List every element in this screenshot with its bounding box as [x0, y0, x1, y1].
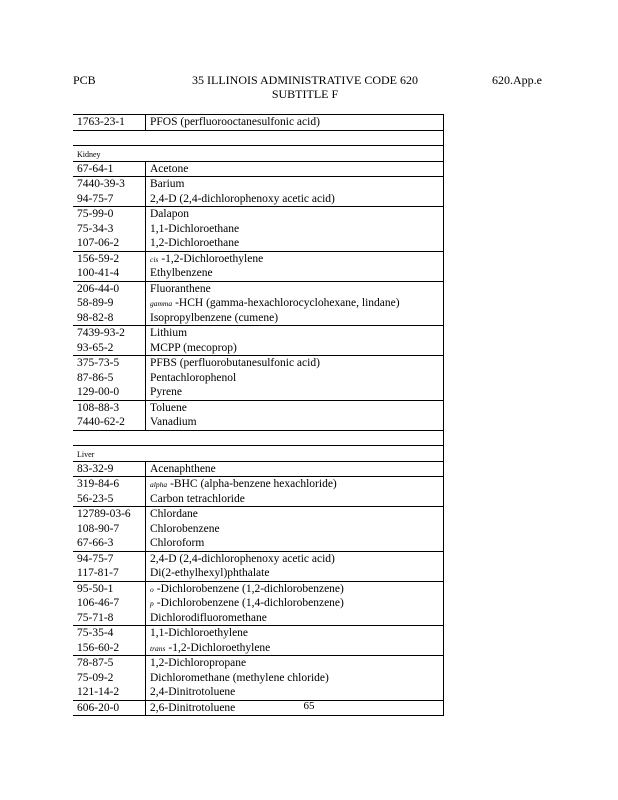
cas-number: 606-20-0	[77, 701, 120, 714]
cas-number: 108-88-3	[77, 401, 120, 414]
table-row	[73, 282, 443, 297]
chemical-name-text: -1,2-Dichloroethylene	[168, 641, 271, 654]
header-center	[150, 73, 460, 101]
table-row	[73, 582, 443, 597]
header-title: 35 ILLINOIS ADMINISTRATIVE CODE 620	[192, 73, 418, 87]
cas-number: 156-60-2	[77, 641, 120, 654]
cas-number: 93-65-2	[77, 341, 114, 354]
chemical-name-text: Acetone	[150, 162, 189, 175]
chemical-name-text: Toluene	[150, 401, 187, 414]
cas-number: 108-90-7	[77, 522, 120, 535]
table-row	[73, 656, 443, 671]
chemical-name	[150, 596, 344, 612]
chemical-name	[150, 477, 337, 493]
chemical-name	[150, 507, 198, 522]
chemical-name	[150, 162, 188, 177]
cas-number: 206-44-0	[77, 282, 120, 295]
chemical-name	[150, 236, 239, 251]
table-row	[73, 492, 443, 508]
cas-number: 58-89-9	[77, 297, 114, 309]
cas-number: 121-14-2	[77, 686, 120, 698]
cas-number: 75-35-4	[77, 627, 114, 639]
cas-number: 100-41-4	[77, 267, 120, 279]
chemical-name-text: 2,6-Dinitrotoluene	[150, 701, 236, 714]
chemical-name	[150, 177, 185, 192]
cas-number: 67-66-3	[77, 537, 114, 549]
chemical-name	[150, 207, 189, 222]
chemical-name	[150, 115, 320, 130]
table-row	[73, 252, 443, 267]
cas-number: 75-34-3	[77, 222, 114, 235]
chemical-name	[150, 671, 329, 686]
chemical-name-text: -BHC (alpha-benzene hexachloride)	[170, 478, 337, 490]
chemical-name-text: Carbon tetrachloride	[150, 492, 245, 505]
chemical-name	[150, 656, 246, 671]
chemical-name-text: Chlordane	[150, 508, 198, 520]
chemical-name-text: PFBS (perfluorobutanesulfonic acid)	[150, 357, 320, 369]
chemical-name	[150, 266, 213, 281]
section-label: Kidney	[77, 150, 101, 159]
chemical-name-text: Fluoranthene	[150, 282, 211, 295]
cas-number: 156-59-2	[77, 252, 120, 265]
table-row	[73, 192, 443, 208]
table-row	[73, 611, 443, 627]
isomer-prefix: cis	[150, 254, 159, 264]
table-row	[73, 626, 443, 641]
table-right-border	[443, 114, 444, 716]
chemical-name	[150, 401, 187, 416]
chemical-name-text: Isopropylbenzene (cumene)	[150, 311, 279, 324]
cas-number: 67-64-1	[77, 162, 114, 175]
table-row	[73, 296, 443, 311]
cas-number: 83-32-9	[77, 462, 114, 475]
chemical-name	[150, 311, 278, 326]
section-label: Liver	[77, 450, 95, 459]
chemical-name	[150, 552, 335, 567]
cas-number: 75-09-2	[77, 671, 114, 684]
cas-number: 1763-23-1	[77, 116, 125, 128]
cas-number: 107-06-2	[77, 237, 120, 249]
chemical-name-text: 1,2-Dichloropropane	[150, 657, 247, 669]
chemical-name-text: -HCH (gamma-hexachlorocyclohexane, lindane)	[175, 297, 400, 309]
page-number: 65	[303, 700, 315, 712]
chemical-name	[150, 626, 248, 641]
chemical-name	[150, 222, 239, 237]
chemical-name-text: Ethylbenzene	[150, 267, 213, 279]
cas-number: 7440-62-2	[77, 416, 125, 428]
chemical-name	[150, 356, 320, 371]
cas-number: 375-73-5	[77, 357, 120, 369]
table-row	[73, 641, 443, 657]
chemical-name	[150, 252, 263, 268]
chemical-name	[150, 685, 235, 700]
chemical-name-text: 2,4-Dinitrotoluene	[150, 686, 236, 698]
chemical-name-text: 1,2-Dichloroethane	[150, 237, 240, 249]
table-row	[73, 401, 443, 416]
section-heading	[73, 146, 443, 161]
cas-number: 94-75-7	[77, 192, 114, 205]
chemical-name-text: MCPP (mecoprop)	[150, 341, 237, 354]
chemical-name-text: Dichlorodifluoromethane	[150, 611, 267, 624]
chemical-name-text: Di(2-ethylhexyl)phthalate	[150, 567, 270, 579]
cas-number: 117-81-7	[77, 567, 119, 579]
chemical-name-text: 1,1-Dichloroethylene	[150, 627, 249, 639]
isomer-prefix: o	[150, 584, 154, 594]
cas-number: 129-00-0	[77, 386, 120, 398]
table-row	[73, 114, 443, 131]
cas-number: 75-71-8	[77, 611, 114, 624]
table-row	[73, 685, 443, 701]
cas-number: 94-75-7	[77, 552, 114, 565]
table-row	[73, 566, 443, 582]
table-row	[73, 326, 443, 341]
table-row	[73, 552, 443, 567]
isomer-prefix: p	[150, 599, 154, 608]
chemical-name-text: Lithium	[150, 327, 188, 339]
cas-number: 7439-93-2	[77, 327, 125, 339]
header-left: PCB	[73, 73, 96, 87]
isomer-prefix: alpha	[150, 480, 168, 489]
chemical-name	[150, 326, 187, 341]
table-row	[73, 522, 443, 537]
table-row	[73, 671, 443, 686]
table-row	[73, 385, 443, 401]
chemical-name	[150, 582, 344, 598]
table-row	[73, 477, 443, 492]
chemical-name-text: Chlorobenzene	[150, 522, 220, 535]
chemical-name-text: 1,1-Dichloroethane	[150, 222, 240, 235]
isomer-prefix: gamma	[150, 299, 173, 308]
chemical-name-text: PFOS (perfluorooctanesulfonic acid)	[150, 116, 320, 128]
cas-number: 106-46-7	[77, 597, 120, 609]
cas-number: 7440-39-3	[77, 178, 125, 190]
cas-number: 12789-03-6	[77, 508, 131, 520]
table-row	[73, 177, 443, 192]
isomer-prefix: trans	[150, 643, 166, 653]
header-right: 620.App.e	[492, 73, 542, 87]
chemical-name	[150, 341, 237, 356]
chemical-name	[150, 462, 216, 477]
chemical-name-text: Dichloromethane (methylene chloride)	[150, 671, 329, 684]
cas-number: 75-99-0	[77, 208, 114, 220]
table-row	[73, 207, 443, 222]
chemical-name	[150, 415, 197, 430]
chemical-name	[150, 611, 267, 626]
cas-number: 319-84-6	[77, 478, 120, 490]
chemical-name	[150, 296, 400, 312]
chemical-name-text: Vanadium	[150, 416, 197, 428]
chemical-name	[150, 282, 211, 297]
cas-number: 87-86-5	[77, 371, 114, 384]
blank-row	[73, 131, 443, 147]
chemical-name-text: -1,2-Dichloroethylene	[161, 252, 264, 265]
chemical-table	[73, 114, 443, 716]
chemical-name-text: -Dichlorobenzene (1,2-dichlorobenzene)	[156, 582, 344, 595]
table-row	[73, 536, 443, 552]
chemical-name	[150, 641, 270, 657]
table-row	[73, 266, 443, 282]
cas-number: 95-50-1	[77, 582, 114, 595]
cas-number: 78-87-5	[77, 657, 114, 669]
chemical-name-text: -Dichlorobenzene (1,4-dichlorobenzene)	[156, 597, 344, 609]
chemical-name	[150, 492, 245, 507]
chemical-name-text: 2,4-D (2,4-dichlorophenoxy acetic acid)	[150, 192, 335, 205]
cas-number: 56-23-5	[77, 492, 114, 505]
blank-row	[73, 431, 443, 447]
chemical-name-text: Pyrene	[150, 386, 182, 398]
table-row	[73, 311, 443, 327]
chemical-name-text: Pentachlorophenol	[150, 371, 237, 384]
chemical-name-text: Barium	[150, 178, 185, 190]
chemical-name-text: Acenaphthene	[150, 462, 216, 475]
table-row	[73, 507, 443, 522]
chemical-name	[150, 385, 182, 400]
table-row	[73, 341, 443, 357]
table-row	[73, 596, 443, 611]
header-subtitle: SUBTITLE F	[271, 87, 339, 101]
table-row	[73, 415, 443, 431]
chemical-name-text: 2,4-D (2,4-dichlorophenoxy acetic acid)	[150, 552, 335, 565]
chemical-name-text: Chloroform	[150, 537, 205, 549]
cas-number: 98-82-8	[77, 311, 114, 324]
table-row	[73, 222, 443, 237]
table-row	[73, 161, 443, 178]
chemical-name-text: Dalapon	[150, 208, 189, 220]
chemical-name	[150, 536, 204, 551]
table-row	[73, 356, 443, 371]
chemical-name	[150, 371, 236, 386]
chemical-name	[150, 192, 335, 207]
chemical-name	[150, 522, 220, 537]
table-row	[73, 236, 443, 252]
chemical-name	[150, 566, 269, 581]
table-row	[73, 371, 443, 386]
table-row	[73, 461, 443, 478]
section-heading	[73, 446, 443, 461]
